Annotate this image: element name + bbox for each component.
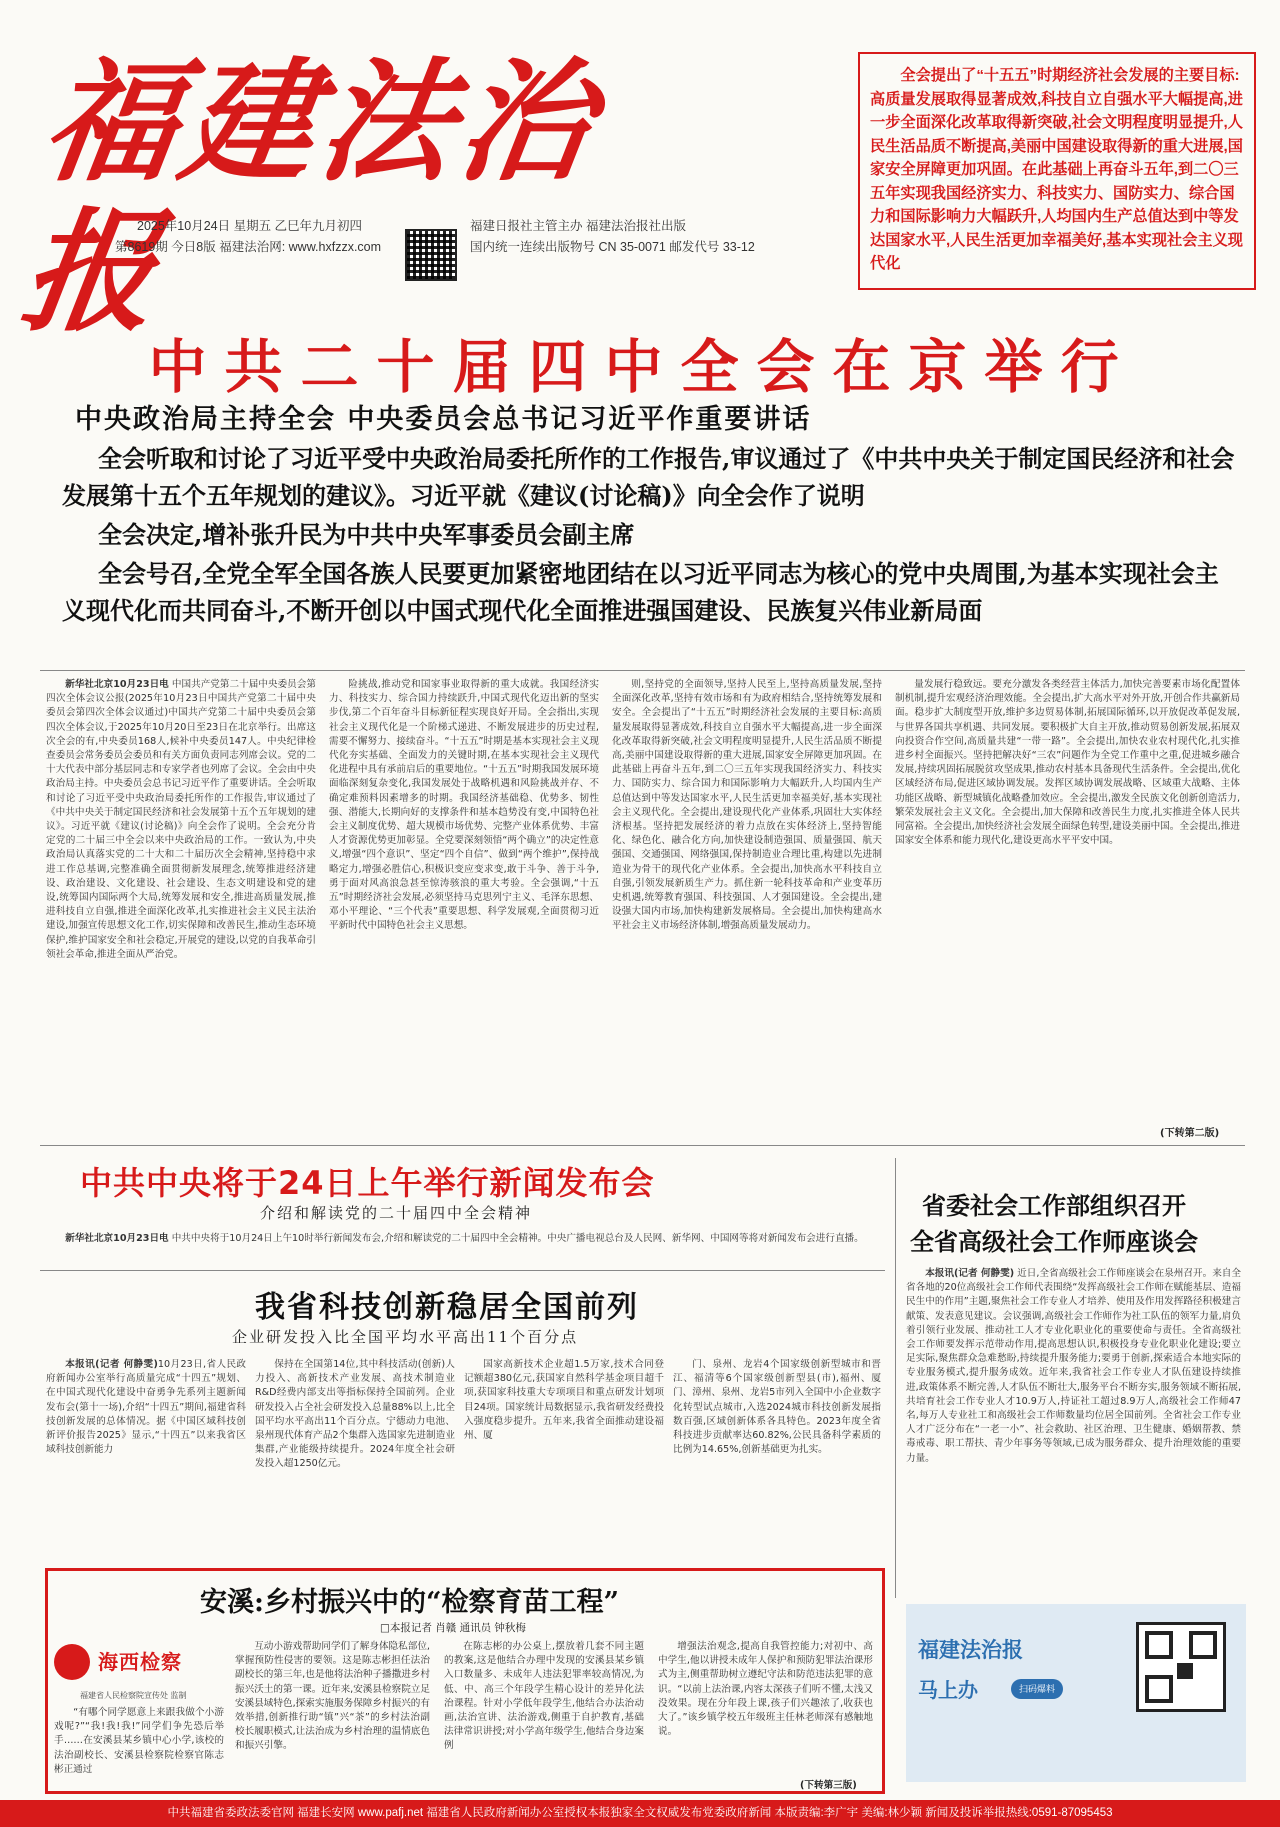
tech-column-2 xyxy=(255,1358,455,1558)
tech-column-1-text: 10月23日,省人民政府新闻办公室举行高质量完成“十四五”规划、在中国式现代化建设中奋勇争先系列主题新闻发布会(第十一场),介绍“十四五”期间,福建省科技创新发展的总体情况。据《中国区域科技创新评价报告2025》显示,“十四五”以来我省区域科技创新能力 xyxy=(46,1359,246,1456)
lead-paragraph-2: 全会决定,增补张升民为中共中央军事委员会副主席 xyxy=(98,520,635,549)
tech-subhead: 企业研发投入比全国平均水平高出11个百分点 xyxy=(232,1328,579,1346)
tech-column-4-text: 门、泉州、龙岩4个国家级创新型城市和晋江、福清等6个国家级创新型县(市),福州、厦门、漳州、泉州、龙岩5市列入全国中小企业数字化转型试点城市,入选2024城市科技创新发展指数百强,区域创新体系各具特色。2023年度全省科技进步贡献率达60.82%,公民具备科学素质的比例为14.65%,创新基础更为扎实。 xyxy=(673,1359,881,1456)
press-conf-headline: 中共中央将于24日上午举行新闻发布会 xyxy=(80,1164,655,1202)
haixi-logo-sub: 福建省人民检察院宣传处 监制 xyxy=(80,1691,187,1700)
issue-date: 2025年10月24日 星期五 乙巳年九月初四 xyxy=(137,219,363,233)
lead-column-3-text: 则,坚持党的全面领导,坚持人民至上,坚持高质量发展,坚持全面深化改革,坚持有效市场和有为政府相结合,坚持统筹发展和安全。全会提出了“十五五”时期经济社会发展的主要目标:高质量发展取得显著成效,科技自立自强水平大幅提高,进一步全面深化改革取得新突破,社会文明程度明显提升,人民生活品质不断提高,美丽中国建设取得新的重大进展,国家安全屏障更加巩固。在此基础上再奋斗五年,到二〇三五年实现我国经济实力、科技实力、国防实力、综合国力和国际影响力大幅跃升,人均国内生产总值达到中等发达国家水平,人民生活更加幸福美好,基本实现社会主义现代化。全会提出,建设现代化产业体系,巩固壮大实体经济根基。坚持把发展经济的着力点放在实体经济上,坚持智能化、绿色化、融合化方向,加快建设制造强国、质量强国、航天强国、交通强国、网络强国,保持制造业合理比重,构建以先进制造业为骨干的现代化产业体系。全会提出,加快高水平科技自立自强,引领发展新质生产力。抓住新一轮科技革命和产业变革历史机遇,统筹教育强国、科技强国、人才强国建设。全会提出,建设强大国内市场,加快构建新发展格局。全会提出,加快构建高水平社会主义市场经济体制,增强高质量发展动力。 xyxy=(612,679,882,932)
tech-column-3 xyxy=(464,1358,664,1558)
scan-button[interactable]: 扫码爆料 xyxy=(1011,1679,1063,1699)
lead-column-2-text: 险挑战,推动党和国家事业取得新的重大成就。我国经济实力、科技实力、综合国力持续跃升,中国式现代化迈出新的坚实步伐,第二个百年奋斗目标新征程实现良好开局。全会指出,实现社会主义现代化是一个阶梯式递进、不断发展进步的历史过程,需要不懈努力、接续奋斗。“十五五”时期是基本实现社会主义现代化夯实基础、全面发力的关键时期,在基本实现社会主义现代化进程中具有承前启后的重要地位。“十五五”时期我国发展环境面临深刻复杂变化,我国发展处于战略机遇和风险挑战并存、不确定难预料因素增多的时期。我国经济基础稳、优势多、韧性强、潜能大,长期向好的支撑条件和基本趋势没有变,中国特色社会主义制度优势、超大规模市场优势、完整产业体系优势、丰富人才资源优势更加彰显。全党要深刻领悟“两个确立”的决定性意义,增强“四个意识”、坚定“四个自信”、做到“两个维护”,保持战略定力,增强必胜信心,积极识变应变求变,敢于斗争、善于斗争,勇于面对风高浪急甚至惊涛骇浪的重大考验。全会强调,“十五五”时期经济社会发展,必须坚持马克思列宁主义、毛泽东思想、邓小平理论、“三个代表”重要思想、科学发展观,全面贯彻习近平新时代中国特色社会主义思想。 xyxy=(329,679,599,932)
anxi-column-2-text: 互动小游戏帮助同学们了解身体隐私部位,掌握预防性侵害的要领。这是陈志彬担任法治副校长的第三年,也是他将法治种子播撒进乡村振兴沃土的第一课。近年来,安溪县检察院立足安溪县域特色,探索实施服务保障乡村振兴的有效举措,创新推行助“镇”兴“茶”的乡村法治副校长履职模式,让法治成为乡村治理的温情底色和振兴引擎。 xyxy=(235,1641,430,1752)
divider xyxy=(895,1158,896,1598)
lead-paragraph-3: 全会号召,全党全军全国各族人民要更加紧密地团结在以习近平同志为核心的党中央周围,为基本实现社会主义现代化而共同奋斗,不断开创以中国式现代化全面推进强国建设、民族复兴伟业新局面 xyxy=(62,559,1219,625)
promo-title: 福建法治报 xyxy=(918,1638,1023,1662)
issue-number: 第8619期 今日8版 福建法治网: www.hxfzzx.com xyxy=(115,240,382,254)
anxi-column-3 xyxy=(444,1640,644,1788)
lead-column-2 xyxy=(329,678,599,1138)
social-work-text: 近日,全省高级社会工作师座谈会在泉州召开。来自全省各地的20位高级社会工作师代表围绕“发挥高级社会工作师在赋能基层、造福民生中的作用”主题,聚焦社会工作专业人才培养、使用及作用发挥路径积极建言献策、发表意见建议。会议强调,高级社会工作师作为社工队伍的领军力量,肩负着引领行业发展、推动社工人才专业化职业化的重要使命与责任。全省高级社会工作师要发挥示范带动作用,提高思想认识,积极投身专业化职业化建设;要立足实际,聚焦群众急难愁盼,持续提升服务能力;要勇于创新,探索适合本地实际的专业服务模式,提升服务成效。近年来,我省社会工作专业人才队伍建设持续推进,政策体系不断完善,人才队伍不断壮大,服务平台不断夯实,服务领域不断拓展,共培育社会工作专业人才10.9万人,持证社工超过8.9万人,高级社会工作师47名,每万人专业社工和高级社会工作师数量均位居全国前列。全省社会工作专业人才广泛分布在“一老一小”、社会救助、社区治理、卫生健康、婚姻帮教、禁毒戒毒、职工帮扶、青少年事务等领域,已成为服务群众、提升治理效能的重要力量。 xyxy=(906,1268,1241,1464)
tech-headline: 我省科技创新稳居全国前列 xyxy=(255,1290,639,1325)
press-conf-subhead: 介绍和解读党的二十届四中全会精神 xyxy=(260,1204,533,1222)
footer-bar: 中共福建省委政法委官网 福建长安网 www.pafj.net 福建省人民政府新闻办公室授权本报独家全文权威发布党委政府新闻 本版责编:李广宇 美编:林少颖 新闻及投诉举报热线:0591-87095453 xyxy=(0,1800,1280,1827)
procuratorate-emblem-icon xyxy=(54,1644,90,1680)
promo-subtitle: 马上办 xyxy=(918,1678,978,1702)
lead-continued-note: (下转第二版) xyxy=(1160,1128,1220,1139)
anxi-column-4-text: 增强法治观念,提高自我管控能力;对初中、高中学生,他以讲授未成年人保护和预防犯罪法治课形式为主,侧重帮助树立遵纪守法和防范违法犯罪的意识。“以前上法治课,内容太深孩子们听不懂,太浅又没效果。现在分年段上课,孩子们兴趣浓了,收获也大了。”该乡镇学校五年级班主任林老师深有感触地说。 xyxy=(658,1641,873,1738)
anxi-column-2 xyxy=(235,1640,430,1788)
haixi-logo-text: 海西检察 xyxy=(98,1650,182,1674)
tech-column-2-text: 保持在全国第14位,其中科技活动(创新)人力投入、高新技术产业发展、高技术制造业R&D经费内部支出等指标保持全国前列。企业研发投入占全社会研发投入总量88%以上,比全国平均水平高出11个百分点。宁德动力电池、泉州现代体育产品2个集群入选国家先进制造业集群,产业能级持续提升。2024年度全社会研发投入超1250亿元。 xyxy=(255,1359,455,1470)
masthead-qr-code xyxy=(405,229,457,281)
social-work-headline-1: 省委社会工作部组织召开 xyxy=(922,1191,1186,1220)
anxi-column-4 xyxy=(658,1640,873,1776)
tech-byline: 本报讯(记者 何静雯) xyxy=(65,1359,158,1370)
divider xyxy=(40,1270,885,1271)
anxi-column-1 xyxy=(54,1706,224,1788)
press-conf-body xyxy=(46,1232,882,1262)
promo-banner[interactable] xyxy=(906,1604,1246,1782)
lead-column-4-text: 量发展行稳致远。要充分激发各类经营主体活力,加快完善要素市场化配置体制机制,提升宏观经济治理效能。全会提出,扩大高水平对外开放,开创合作共赢新局面。稳步扩大制度型开放,维护多边贸易体制,拓展国际循环,以开放促改革促发展,与世界各国共享机遇、共同发展。要积极扩大自主开放,推动贸易创新发展,拓展双向投资合作空间,高质量共建“一带一路”。全会提出,加快农业农村现代化,扎实推进乡村全面振兴。坚持把解决好“三农”问题作为全党工作重中之重,促进城乡融合发展,持续巩固拓展脱贫攻坚成果,推动农村基本具备现代生活条件。全会提出,优化区域经济布局,促进区域协调发展。发挥区域协调发展战略、区域重大战略、主体功能区战略、新型城镇化战略叠加效应。全会提出,激发全民族文化创新创造活力,繁荣发展社会主义文化。全会提出,加大保障和改善民生力度,扎实推进全体人民共同富裕。全会提出,加快经济社会发展全面绿色转型,建设美丽中国。全会提出,推进国家安全体系和能力现代化,建设更高水平平安中国。 xyxy=(895,679,1240,847)
publisher-info: 福建日报社主管主办 福建法治报社出版 xyxy=(470,219,686,233)
masthead-title: 福建法治报 xyxy=(13,45,608,350)
lead-column-1 xyxy=(46,678,316,1138)
haixi-logo xyxy=(54,1640,219,1686)
lead-column-4 xyxy=(895,678,1240,1118)
anxi-headline: 安溪:乡村振兴中的“检察育苗工程” xyxy=(200,1587,620,1618)
anxi-column-1-text: “有哪个同学愿意上来跟我做个小游戏呢?”“我!我!我!”同学们争先恐后举手……在安溪县某乡镇中心小学,该校的法治副校长、安溪县检察院检察官陈志彬正通过 xyxy=(54,1707,224,1775)
tech-column-1 xyxy=(46,1358,246,1558)
press-conf-text: 中共中央将于10月24日上午10时举行新闻发布会,介绍和解读党的二十届四中全会精神。中央广播电视总台及人民网、新华网、中国网等将对新闻发布会进行直播。 xyxy=(171,1233,864,1244)
lead-column-3 xyxy=(612,678,882,1138)
tech-column-4 xyxy=(673,1358,881,1558)
lead-headline: 中共二十届四中全会在京举行 xyxy=(148,333,1137,401)
promo-qr-code xyxy=(1136,1622,1226,1712)
tech-column-3-text: 国家高新技术企业超1.5万家,技术合同登记额超380亿元,获国家自然科学基金项目超千项,获国家科技重大专项项目和重点研发计划项目24项。国家统计局数据显示,我省研发经费投入强度稳步提升。五年来,我省全面推动建设福州、厦 xyxy=(464,1359,664,1442)
anxi-continued-note: (下转第三版) xyxy=(800,1780,857,1791)
social-work-body xyxy=(906,1267,1241,1589)
cn-number: 国内统一连续出版物号 CN 35-0071 邮发代号 33-12 xyxy=(470,240,755,254)
divider xyxy=(40,670,1245,671)
anxi-column-3-text: 在陈志彬的办公桌上,摆放着几套不同主题的教案,这是他结合办理中发现的安溪县某乡镇入口数量多、未成年人违法犯罪率较高情况,为低、中、高三个年段学生精心设计的差异化法治课程。针对小学低年段学生,他结合办法治动画,法治宣讲、法治游戏,侧重于自护教育,基础法律常识讲授;对小学高年级学生,他结合身边案例 xyxy=(444,1641,644,1752)
lead-dateline: 新华社北京10月23日电 xyxy=(65,679,169,690)
divider xyxy=(40,1145,1245,1146)
lead-column-1-text: 中国共产党第二十届中央委员会第四次全体会议公报(2025年10月23日中国共产党第二十届中央委员会第四次全体会议通过)中国共产党第二十届中央委员会第四次全体会议,于2025年10月20日至23日在北京举行。出席这次全会的有,中央委员168人,候补中央委员147人。中央纪律检查委员会常务委员会委员和有关方面负责同志列席会议。党的二十大代表中部分基层同志和专家学者也列席了会议。全会由中央政治局主持。中央委员会总书记习近平作了重要讲话。全会听取和讨论了习近平受中央政治局委托所作的工作报告,审议通过了《中共中央关于制定国民经济和社会发展第十五个五年规划的建议》。习近平就《建议(讨论稿)》向全会作了说明。全会充分肯定党的二十届三中全会以来中央政治局的工作。一致认为,中央政治局认真落实党的二十大和二十届历次全会精神,坚持稳中求进工作总基调,完整准确全面贯彻新发展理念,统筹推进经济建设、政治建设、文化建设、社会建设、生态文明建设和党的建设,统筹国内国际两个大局,统筹发展和安全,推进高质量发展,推进科技自立自强,推进全面深化改革,扎实推进社会主义民主法治建设,加强宣传思想文化工作,切实保障和改善民生,推动生态环境保护,维护国家安全和社会稳定,开展党的建设,以党的自我革命引领社会革命,推进全面从严治党。 xyxy=(46,679,316,960)
lead-subhead: 中央政治局主持全会 中央委员会总书记习近平作重要讲话 xyxy=(75,404,812,435)
anxi-byline: □本报记者 肖赣 通讯员 钟秋梅 xyxy=(380,1622,526,1634)
top-summary-box: 全会提出了“十五五”时期经济社会发展的主要目标:高质量发展取得显著成效,科技自立自强水平大幅提高,进一步全面深化改革取得新突破,社会文明程度明显提升,人民生活品质不断提高,美丽中国建设取得新的重大进展,国家安全屏障更加巩固。在此基础上再奋斗五年,到二〇三五年实现我国经济实力、科技实力、国防实力、综合国力和国际影响力大幅跃升,人均国内生产总值达到中等发达国家水平,人民生活更加幸福美好,基本实现社会主义现代化 xyxy=(858,52,1256,290)
social-work-headline-2: 全省高级社会工作师座谈会 xyxy=(910,1227,1198,1256)
lead-paragraph-1: 全会听取和讨论了习近平受中央政治局委托所作的工作报告,审议通过了《中共中央关于制定国民经济和社会发展第十五个五年规划的建议》。习近平就《建议(讨论稿)》向全会作了说明 xyxy=(62,444,1235,510)
press-conf-dateline: 新华社北京10月23日电 xyxy=(65,1233,169,1244)
social-work-byline: 本报讯(记者 何静雯) xyxy=(925,1268,1015,1279)
